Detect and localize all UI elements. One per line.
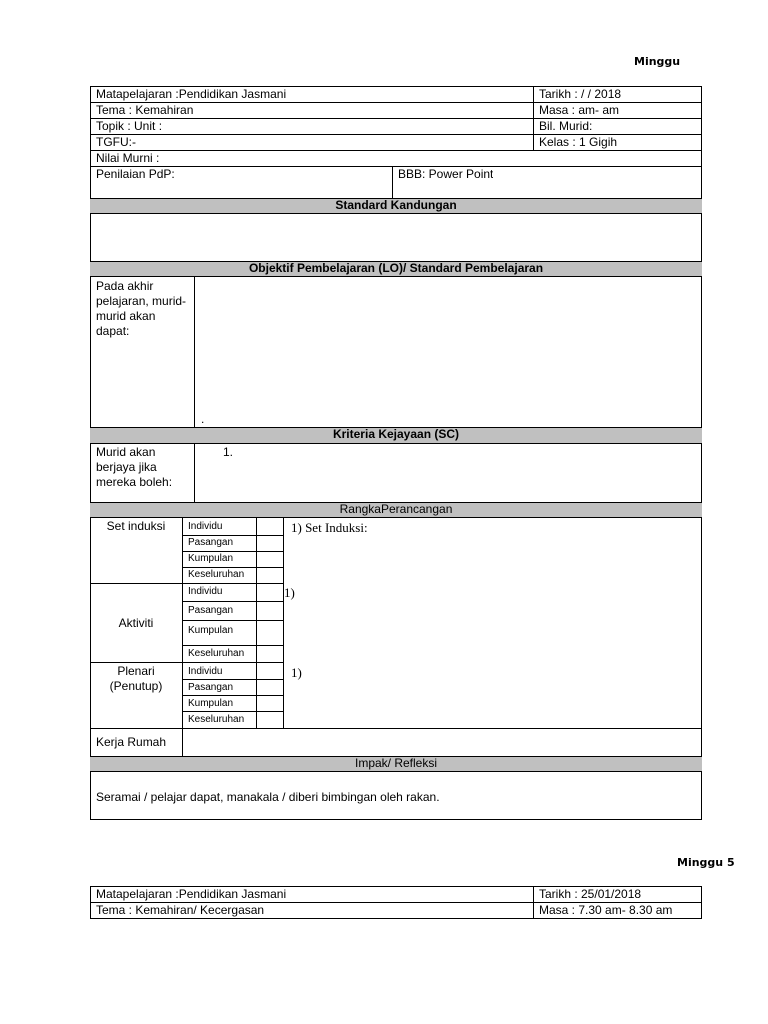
matapelajaran-field-2: Matapelajaran :Pendidikan Jasmani	[96, 887, 287, 901]
table2-border-right	[701, 886, 702, 919]
set-induksi-label: Set induksi	[106, 519, 166, 533]
kerja-rumah-label: Kerja Rumah	[96, 735, 167, 749]
col-line	[256, 518, 257, 728]
row-line	[90, 118, 702, 119]
set-induksi-text: 1) Set Induksi:	[291, 520, 368, 535]
plenari-group-kumpulan: Kumpulan	[188, 698, 234, 709]
plenari-group-pasangan: Pasangan	[188, 682, 234, 693]
row-line	[182, 601, 284, 602]
row-line	[90, 150, 702, 151]
plenari-group-keseluruhan: Keseluruhan	[188, 714, 245, 725]
set-induksi-group-keseluruhan: Keseluruhan	[188, 569, 245, 580]
week-label-2: Minggu 5	[677, 856, 735, 869]
objektif-dot: .	[201, 412, 205, 426]
kriteria-item: 1.	[223, 445, 234, 459]
row-line	[90, 728, 702, 729]
topik-field: Topik : Unit :	[96, 119, 163, 133]
tarikh-field: Tarikh : / / 2018	[539, 87, 622, 101]
standard-kandungan-header: Standard Kandungan	[90, 198, 702, 214]
bil-murid-field: Bil. Murid:	[539, 119, 593, 133]
col-line	[283, 518, 284, 728]
set-induksi-group-pasangan: Pasangan	[188, 537, 234, 548]
matapelajaran-field: Matapelajaran :Pendidikan Jasmani	[96, 87, 287, 101]
kriteria-header: Kriteria Kejayaan (SC)	[90, 427, 702, 444]
aktiviti-group-pasangan: Pasangan	[188, 605, 234, 616]
plenari-group-individu: Individu	[188, 666, 223, 677]
masa-field: Masa : am- am	[539, 103, 620, 117]
aktiviti-group-individu: Individu	[188, 586, 223, 597]
table2-border-bottom	[90, 918, 702, 919]
tema-field-2: Tema : Kemahiran/ Kecergasan	[96, 903, 265, 917]
col-line	[194, 277, 195, 427]
table-border-right	[701, 86, 702, 820]
tema-field: Tema : Kemahiran	[96, 103, 194, 117]
kriteria-label: Murid akan berjaya jika mereka boleh:	[96, 445, 173, 489]
aktiviti-text: 1)	[284, 585, 295, 600]
table-border-bottom	[90, 819, 702, 820]
row-line	[90, 662, 284, 663]
objektif-header: Objektif Pembelajaran (LO)/ Standard Pembelajaran	[90, 261, 702, 277]
masa-field-2: Masa : 7.30 am- 8.30 am	[539, 903, 673, 917]
tarikh-field-2: Tarikh : 25/01/2018	[539, 887, 642, 901]
aktiviti-group-kumpulan: Kumpulan	[188, 625, 234, 636]
aktiviti-group-keseluruhan: Keseluruhan	[188, 648, 245, 659]
aktiviti-label: Aktiviti	[118, 616, 154, 630]
impak-header: Impak/ Refleksi	[90, 756, 702, 772]
week-label: Minggu	[634, 55, 681, 68]
impak-text: Seramai / pelajar dapat, manakala / diberi bimbingan oleh rakan.	[96, 790, 440, 804]
col-line	[194, 444, 195, 502]
bbb-field: BBB: Power Point	[398, 167, 494, 181]
objektif-label: Pada akhir pelajaran, murid-murid akan dapat:	[96, 279, 187, 338]
rangka-header: RangkaPerancangan	[90, 502, 702, 518]
nilai-murni-field: Nilai Murni :	[96, 151, 160, 165]
plenari-text: 1)	[291, 665, 302, 680]
kelas-field: Kelas : 1 Gigih	[539, 135, 618, 149]
set-induksi-group-individu: Individu	[188, 521, 223, 532]
penilaian-field: Penilaian PdP:	[96, 167, 175, 181]
plenari-label: Plenari (Penutup)	[109, 664, 163, 693]
row-line	[182, 620, 284, 621]
tgfu-field: TGFU:-	[96, 135, 136, 149]
set-induksi-group-kumpulan: Kumpulan	[188, 553, 234, 564]
